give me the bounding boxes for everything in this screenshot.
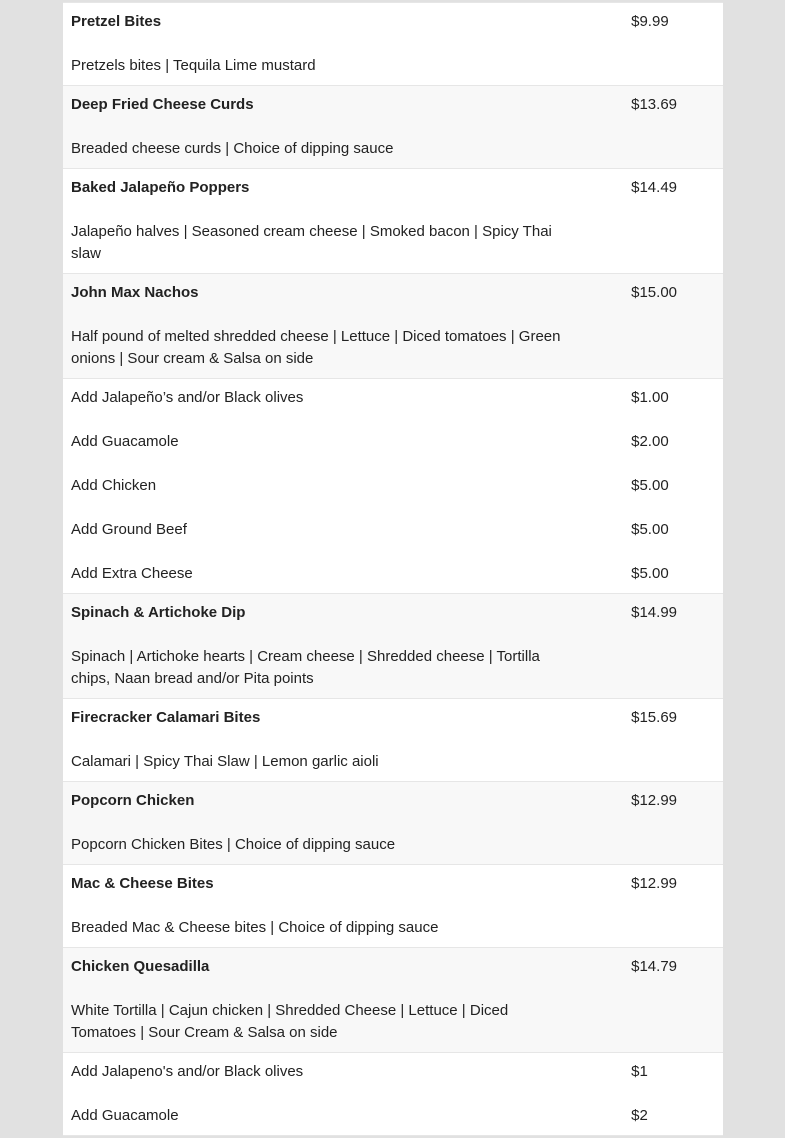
- menu-item-row: [63, 169, 723, 274]
- addon-label: Add Chicken: [71, 477, 157, 494]
- item-price-cell: [624, 782, 723, 865]
- item-name: Spinach & Artichoke Dip: [71, 604, 246, 621]
- item-description-cell: [63, 86, 624, 169]
- item-description-line: Breaded Mac & Cheese bites | Choice of dipping sauce: [71, 919, 439, 936]
- item-description-line: Half pound of melted shredded cheese | Lettuce | Diced tomatoes | Green: [71, 328, 561, 345]
- item-description-line: onions | Sour cream & Salsa on side: [71, 350, 314, 367]
- addon-price: $5.00: [631, 521, 669, 538]
- item-price: $14.79: [631, 958, 678, 975]
- item-description-line: Tomatoes | Sour Cream & Salsa on side: [71, 1024, 338, 1041]
- addon-row: [63, 1053, 723, 1136]
- menu-item-row: [63, 865, 723, 948]
- item-price-cell: [624, 379, 723, 594]
- item-description-line: Pretzels bites | Tequila Lime mustard: [71, 57, 316, 74]
- item-price: $15.00: [631, 284, 678, 301]
- item-price-cell: [624, 169, 723, 274]
- item-name: Mac & Cheese Bites: [71, 875, 214, 892]
- menu-body: [63, 3, 723, 1136]
- item-price-cell: [624, 3, 723, 86]
- addon-label: Add Guacamole: [71, 1107, 179, 1124]
- item-description-line: Jalapeño halves | Seasoned cream cheese | Smoked bacon | Spicy Thai: [71, 223, 552, 240]
- menu-item-row: [63, 594, 723, 699]
- menu-item-row: [63, 948, 723, 1053]
- addon-price: $2: [631, 1107, 648, 1124]
- item-description-cell: [63, 379, 624, 594]
- addon-label: Add Jalapeno's and/or Black olives: [71, 1063, 304, 1080]
- item-description-cell: [63, 782, 624, 865]
- item-description-cell: [63, 169, 624, 274]
- addon-label: Add Guacamole: [71, 433, 179, 450]
- item-description-cell: [63, 594, 624, 699]
- item-price: $9.99: [631, 13, 669, 30]
- item-price-cell: [624, 865, 723, 948]
- item-description-line: Popcorn Chicken Bites | Choice of dipping sauce: [71, 836, 396, 853]
- item-description-line: White Tortilla | Cajun chicken | Shredded Cheese | Lettuce | Diced: [71, 1002, 509, 1019]
- item-price: $15.69: [631, 709, 678, 726]
- item-description-line: slaw: [71, 245, 102, 262]
- item-name: Deep Fried Cheese Curds: [71, 96, 254, 113]
- item-price-cell: [624, 699, 723, 782]
- addon-price: $1: [631, 1063, 648, 1080]
- item-price: $12.99: [631, 792, 678, 809]
- item-price: $13.69: [631, 96, 678, 113]
- item-name: Popcorn Chicken: [71, 792, 195, 809]
- addon-price: $1.00: [631, 389, 669, 406]
- item-description-cell: [63, 699, 624, 782]
- menu-item-row: [63, 86, 723, 169]
- item-price: $14.49: [631, 179, 678, 196]
- item-price: $12.99: [631, 875, 678, 892]
- addon-label: Add Extra Cheese: [71, 565, 193, 582]
- item-price-cell: [624, 948, 723, 1053]
- menu-item-row: [63, 699, 723, 782]
- item-price-cell: [624, 86, 723, 169]
- menu-item-row: [63, 3, 723, 86]
- menu-item-row: [63, 274, 723, 379]
- item-description-cell: [63, 1053, 624, 1136]
- item-name: John Max Nachos: [71, 284, 199, 301]
- item-description-line: Calamari | Spicy Thai Slaw | Lemon garlic aioli: [71, 753, 379, 770]
- addon-price: $5.00: [631, 477, 669, 494]
- menu-table: [63, 2, 723, 1136]
- addon-label: Add Jalapeño’s and/or Black olives: [71, 389, 304, 406]
- addon-label: Add Ground Beef: [71, 521, 187, 538]
- addon-row: [63, 379, 723, 594]
- item-price: $14.99: [631, 604, 678, 621]
- item-description-line: Spinach | Artichoke hearts | Cream cheese | Shredded cheese | Tortilla: [71, 648, 540, 665]
- item-description-cell: [63, 865, 624, 948]
- item-description-cell: [63, 274, 624, 379]
- menu-item-row: [63, 782, 723, 865]
- item-name: Chicken Quesadilla: [71, 958, 210, 975]
- item-name: Baked Jalapeño Poppers: [71, 179, 250, 196]
- item-description-cell: [63, 3, 624, 86]
- item-description-cell: [63, 948, 624, 1053]
- addon-price: $2.00: [631, 433, 669, 450]
- item-price-cell: [624, 1053, 723, 1136]
- item-name: Firecracker Calamari Bites: [71, 709, 261, 726]
- item-description-line: Breaded cheese curds | Choice of dipping sauce: [71, 140, 394, 157]
- item-price-cell: [624, 594, 723, 699]
- addon-price: $5.00: [631, 565, 669, 582]
- item-name: Pretzel Bites: [71, 13, 162, 30]
- item-description-line: chips, Naan bread and/or Pita points: [71, 670, 314, 687]
- item-price-cell: [624, 274, 723, 379]
